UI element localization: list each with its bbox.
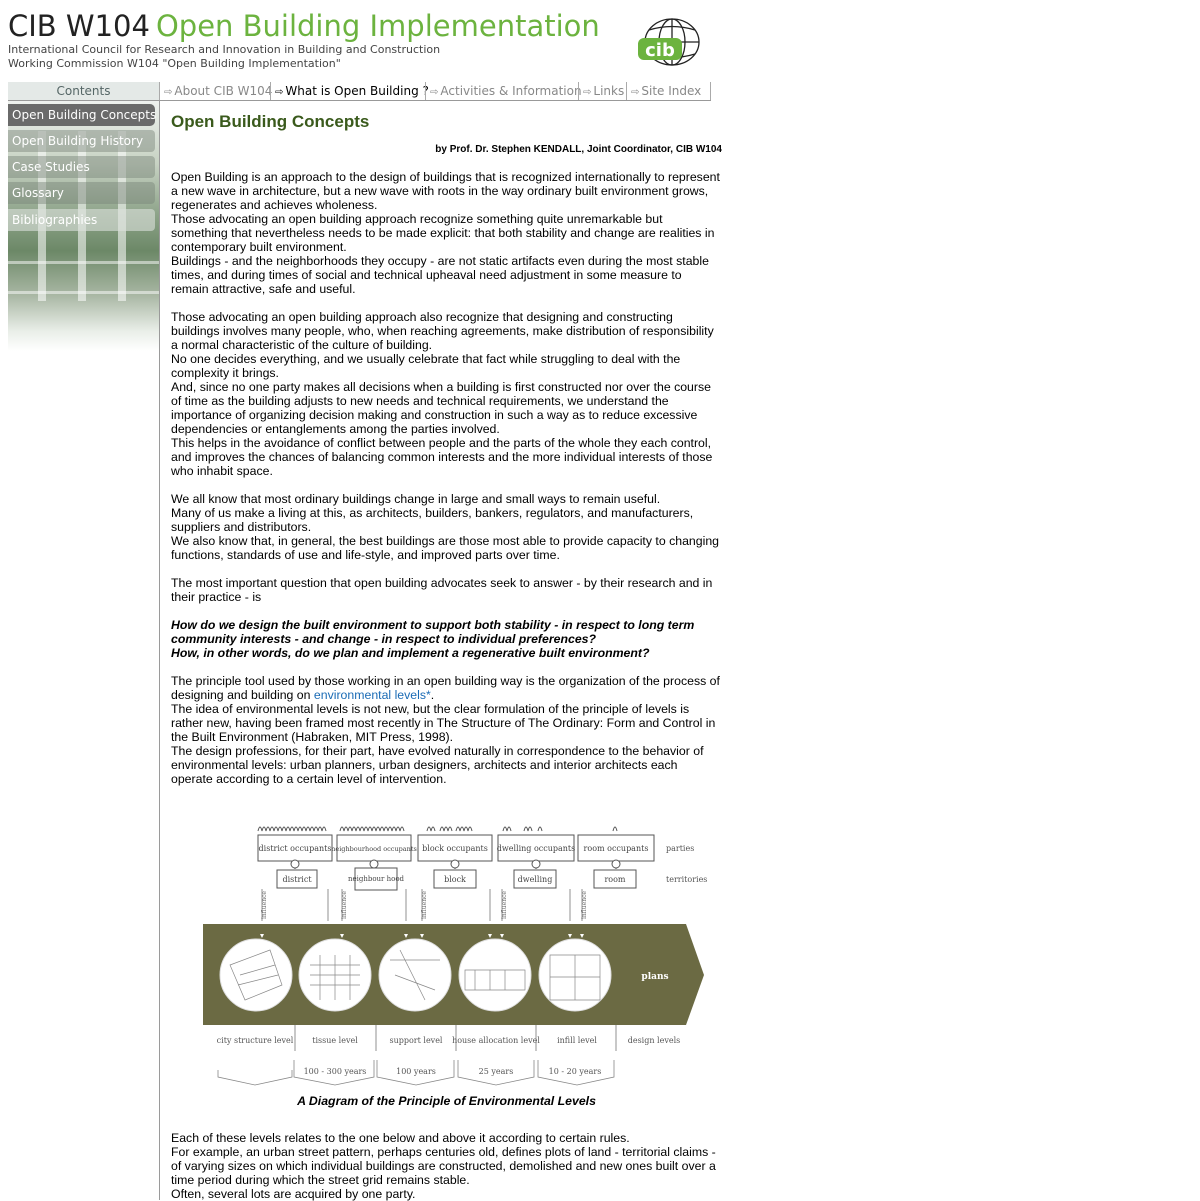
paragraph-text: . bbox=[430, 688, 435, 702]
nav-about[interactable] bbox=[159, 82, 273, 100]
article-byline: by Prof. Dr. Stephen KENDALL, Joint Coordinator, CIB W104 bbox=[435, 144, 722, 155]
arrow-right-icon: ⇨ bbox=[430, 87, 439, 98]
influence-label: influence bbox=[501, 891, 508, 919]
sidebar-divider bbox=[159, 101, 160, 1200]
paragraph: This helps in the avoidance of conflict between people and the parts of the whole they each control, and improves the chances of balancing common interests and the more individual interests of those who inhabit space. bbox=[171, 436, 713, 478]
cib-logo bbox=[636, 18, 702, 68]
paragraph: The design professions, for their part, have evolved naturally in correspondence to the behavior of environmental levels: urban planners, urban designers, architects and interior architects each operate according to a certain level of intervention. bbox=[171, 744, 704, 786]
level-label: support level bbox=[389, 1036, 443, 1045]
article-title: Open Building Concepts bbox=[171, 112, 370, 131]
occupants-label: room occupants bbox=[583, 844, 649, 853]
occupants-label: block occupants bbox=[422, 844, 488, 853]
article-continued bbox=[171, 1131, 722, 1201]
paragraph: We also know that, in general, the best buildings are those most able to provide capacity to changing functions, standards of use and life-style, and improved parts over time. bbox=[171, 534, 719, 562]
occupants-label: neighbourhood occupants bbox=[331, 845, 417, 853]
influence-label: influence bbox=[581, 891, 588, 919]
nav-what-is-open-building[interactable] bbox=[270, 82, 429, 100]
influence-label: influence bbox=[341, 891, 348, 919]
logo-text: cib bbox=[645, 40, 675, 61]
key-question: How, in other words, do we plan and implement a regenerative built environment? bbox=[171, 646, 650, 660]
nav-activities[interactable] bbox=[425, 82, 582, 100]
duration-label: 100 - 300 years bbox=[303, 1067, 367, 1076]
nav-links-label: Links bbox=[593, 84, 625, 98]
paragraph: We all know that most ordinary buildings change in large and small ways to remain useful. bbox=[171, 492, 661, 506]
level-label: tissue level bbox=[312, 1036, 358, 1045]
nav-links[interactable] bbox=[578, 82, 626, 100]
arrow-right-icon: ⇨ bbox=[583, 87, 592, 98]
duration-label: 10 - 20 years bbox=[548, 1067, 602, 1076]
nav-about-label: About CIB W104 bbox=[174, 84, 273, 98]
level-label: house allocation level bbox=[452, 1036, 540, 1045]
nav-what-is-label: What is Open Building ? bbox=[285, 84, 429, 98]
sidebar-item-open-building-concepts[interactable]: Open Building Concepts bbox=[8, 104, 155, 126]
sidebar-item-case-studies[interactable]: Case Studies bbox=[8, 156, 155, 178]
article bbox=[171, 110, 722, 786]
paragraph: For example, an urban street pattern, perhaps centuries old, defines plots of land - territorial claims - of varying sizes on which individual buildings are constructed, demolished and new ones built over a time period during which the street grid remains stable. bbox=[171, 1145, 716, 1187]
nav-divider bbox=[710, 82, 711, 100]
nav-contents-label: Contents bbox=[8, 82, 159, 101]
nav-activities-label: Activities & Information bbox=[440, 84, 582, 98]
diagram-caption: A Diagram of the Principle of Environmental Levels bbox=[297, 1094, 596, 1108]
paragraph-text: The principle tool used by those working in an open building way is the organization of the process of designing and building on bbox=[171, 674, 720, 702]
level-label: infill level bbox=[557, 1036, 597, 1045]
site-name: Open Building Implementation bbox=[155, 9, 600, 43]
level-label: city structure level bbox=[216, 1036, 294, 1045]
territory-label: room bbox=[604, 875, 626, 884]
paragraph: Those advocating an open building approach recognize something quite unremarkable but something that nevertheless needs to be made explicit: that both stability and change are realities in contemporary built environment. bbox=[171, 212, 715, 254]
occupants-label: district occupants bbox=[258, 844, 332, 853]
row-label-territories: territories bbox=[666, 875, 708, 884]
paragraph: Open Building is an approach to the design of buildings that is recognized internationally to represent a new wave in architecture, but a new wave with roots in the way ordinary built environment grows, regenerates and achieves wholeness. bbox=[171, 170, 720, 212]
paragraph: Often, several lots are acquired by one party. bbox=[171, 1187, 416, 1201]
paragraph: No one decides everything, and we usually celebrate that fact while struggling to deal with the complexity it brings. bbox=[171, 352, 681, 380]
site-subtitle-1: International Council for Research and Innovation in Building and Construction bbox=[8, 43, 441, 56]
paragraph: Many of us make a living at this, as architects, builders, bankers, regulators, and manufacturers, suppliers and distributors. bbox=[171, 506, 694, 534]
row-label-parties: parties bbox=[666, 844, 695, 853]
environmental-levels-link[interactable]: environmental levels* bbox=[313, 688, 431, 702]
influence-label: influence bbox=[261, 891, 268, 919]
arrow-right-icon: ⇨ bbox=[631, 87, 640, 98]
environmental-levels-diagram bbox=[200, 815, 710, 1090]
paragraph bbox=[171, 674, 722, 702]
territory-label: dwelling bbox=[517, 875, 553, 884]
territory-label: neighbour hood bbox=[347, 875, 405, 883]
nav-site-index[interactable] bbox=[626, 82, 710, 100]
paragraph: The idea of environmental levels is not new, but the clear formulation of the principle of levels is rather new, having been framed most recently in The Structure of The Ordinary: Form and Control in the Built Environment (Habraken, MIT Press, 1998). bbox=[171, 702, 716, 744]
territory-label: block bbox=[444, 875, 466, 884]
sidebar-item-open-building-history[interactable]: Open Building History bbox=[8, 130, 155, 152]
nav-site-index-label: Site Index bbox=[641, 84, 702, 98]
site-title bbox=[8, 8, 600, 44]
paragraph: Those advocating an open building approach also recognize that designing and constructing buildings involves many people, who, when reaching agreements, make distribution of responsibility a normal characteristic of the culture of building. bbox=[171, 310, 714, 352]
paragraph: Each of these levels relates to the one below and above it according to certain rules. bbox=[171, 1131, 630, 1145]
nav-underline bbox=[159, 100, 711, 101]
sidebar-item-bibliographies[interactable]: Bibliographies bbox=[8, 209, 155, 231]
duration-label: 25 years bbox=[478, 1067, 514, 1076]
figures-row bbox=[258, 827, 617, 831]
duration-label: 100 years bbox=[396, 1067, 436, 1076]
paragraph: The most important question that open building advocates seek to answer - by their research and in their practice - is bbox=[171, 576, 713, 604]
arrow-right-icon: ⇨ bbox=[164, 87, 173, 98]
site-subtitle-2: Working Commission W104 "Open Building Implementation" bbox=[8, 57, 341, 70]
territory-label: district bbox=[282, 875, 312, 884]
level-label: design levels bbox=[627, 1036, 681, 1045]
site-code: CIB W104 bbox=[8, 9, 150, 43]
plans-label: plans bbox=[641, 972, 669, 982]
key-question: How do we design the built environment to support both stability - in respect to long term community interests - and change - in respect to individual preferences? bbox=[171, 618, 695, 646]
arrow-right-icon: ⇨ bbox=[275, 87, 284, 98]
influence-label: influence bbox=[421, 891, 428, 919]
sidebar-item-glossary[interactable]: Glossary bbox=[8, 182, 155, 204]
occupants-label: dwelling occupants bbox=[496, 844, 576, 853]
paragraph: And, since no one party makes all decisions when a building is first constructed nor over the course of time as the building adjusts to new needs and technical requirements, we understand the importance of organizing decision making and construction in such a way as to reduce excessive dependencies or entanglements among the parties involved. bbox=[171, 380, 711, 436]
paragraph: Buildings - and the neighborhoods they occupy - are not static artifacts even during the most stable times, and during times of social and technical upheaval need adjustment in some measure to remain attractive, safe and useful. bbox=[171, 254, 709, 296]
